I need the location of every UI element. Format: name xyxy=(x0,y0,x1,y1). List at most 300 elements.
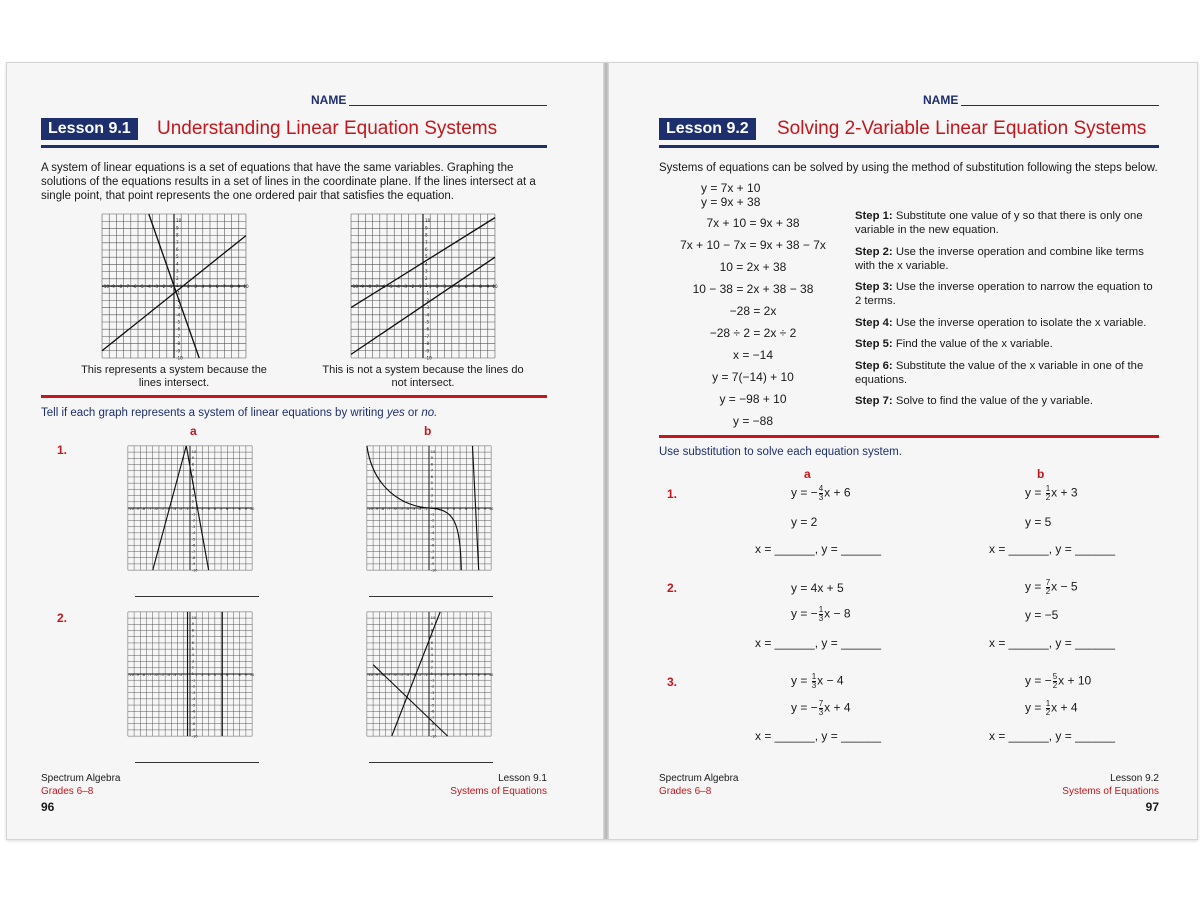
tick-label: 4 xyxy=(176,261,179,267)
tick-label: -2 xyxy=(191,518,196,523)
lesson-title: Solving 2-Variable Linear Equation Systems xyxy=(777,118,1147,139)
tick-label: 2 xyxy=(187,284,190,290)
tick-label: -10 xyxy=(367,506,373,511)
footer-lesson: Lesson 9.1 xyxy=(498,773,547,784)
tick-label: -5 xyxy=(425,319,430,325)
tick-label: 3 xyxy=(443,284,446,290)
problem-2a-graph xyxy=(127,611,253,737)
footer-grades: Grades 6–8 xyxy=(41,786,94,797)
column-b-label: b xyxy=(1037,467,1045,481)
tick-label: 9 xyxy=(425,225,428,231)
tick-label: -3 xyxy=(172,672,177,677)
tick-label: -3 xyxy=(172,506,177,511)
tick-label: -7 xyxy=(147,672,152,677)
title-rule xyxy=(659,145,1159,148)
answer-blank[interactable]: x = ______, y = ______ xyxy=(989,542,1116,556)
answer-blank[interactable]: x = ______, y = ______ xyxy=(755,542,882,556)
equation: y = $\frac{1}{2}$ x + 4 xyxy=(1025,699,1078,717)
tick-label: -4 xyxy=(191,697,196,702)
tick-label: -4 xyxy=(405,672,410,677)
tick-label: 4 xyxy=(430,487,434,492)
tick-label: -3 xyxy=(430,524,435,529)
equation: y = $\frac{1}{2}$ x + 3 xyxy=(1025,484,1078,502)
tick-label: 9 xyxy=(191,622,195,627)
page-number: 97 xyxy=(1145,800,1159,814)
name-field-line[interactable] xyxy=(961,93,1159,106)
tick-label: -9 xyxy=(430,728,435,733)
column-b-label: b xyxy=(424,424,432,438)
tick-label: -9 xyxy=(135,672,139,677)
tick-label: 6 xyxy=(215,284,219,290)
tick-label: 7 xyxy=(425,239,428,245)
column-a-label: a xyxy=(804,467,811,481)
tick-label: -10 xyxy=(191,568,198,573)
tick-label: 9 xyxy=(483,672,487,677)
tick-label: 8 xyxy=(230,284,233,290)
tick-label: 3 xyxy=(207,672,210,677)
name-label: NAME xyxy=(311,93,347,107)
tick-label: -9 xyxy=(359,284,364,290)
tick-label: 2 xyxy=(201,672,204,677)
work-line: y = −98 + 10 xyxy=(719,392,787,406)
tick-label: -6 xyxy=(191,709,196,714)
tick-label: 8 xyxy=(430,628,434,633)
tick-label: -2 xyxy=(176,297,181,303)
open-workbook xyxy=(6,62,1198,840)
tick-label: -10 xyxy=(128,506,134,511)
answer-blank[interactable]: x = ______, y = ______ xyxy=(755,636,882,650)
tick-label: 10 xyxy=(191,615,197,620)
page-97 xyxy=(657,63,1167,839)
lesson-title: Understanding Linear Equation Systems xyxy=(157,118,498,139)
tick-label: -1 xyxy=(168,284,173,290)
tick-label: -5 xyxy=(388,284,393,290)
tick-label: 9 xyxy=(176,225,179,231)
tick-label: -2 xyxy=(410,284,415,290)
tick-label: -1 xyxy=(430,512,435,517)
tick-label: -9 xyxy=(110,284,115,290)
footer-book-title: Spectrum Algebra xyxy=(41,773,121,784)
tick-label: -10 xyxy=(430,734,437,739)
tick-label: 1 xyxy=(176,283,179,289)
tick-label: -2 xyxy=(161,284,166,290)
tick-label: -8 xyxy=(425,341,430,347)
tick-label: -7 xyxy=(425,333,430,339)
tick-label: -9 xyxy=(191,728,196,733)
tick-label: -4 xyxy=(425,312,430,318)
tick-label: 3 xyxy=(446,506,449,511)
equation: y = 2 xyxy=(791,515,818,529)
tick-label: 2 xyxy=(201,506,204,511)
work-line: y = 7(−14) + 10 xyxy=(712,370,794,384)
tick-label: -7 xyxy=(191,715,196,720)
tick-label: 3 xyxy=(207,506,210,511)
tick-label: 1 xyxy=(434,672,437,677)
tick-label: 4 xyxy=(201,284,205,290)
tick-label: 10 xyxy=(430,615,436,620)
tick-label: -7 xyxy=(176,333,181,339)
equation: y = $\frac{1}{3}$ x − 4 xyxy=(791,672,844,690)
equation: y = − $\frac{5}{2}$ x + 10 xyxy=(1025,672,1092,690)
tick-label: -6 xyxy=(430,543,435,548)
tick-label: -4 xyxy=(146,284,151,290)
tick-label: 6 xyxy=(425,247,428,253)
tick-label: 5 xyxy=(430,647,434,652)
answer-line[interactable] xyxy=(369,761,493,763)
equation: y = − $\frac{4}{3}$ x + 6 xyxy=(791,484,851,502)
work-line: −28 = 2x xyxy=(729,304,777,318)
tick-label: 9 xyxy=(430,456,434,461)
tick-label: -1 xyxy=(424,506,428,511)
tick-label: -10 xyxy=(102,284,109,290)
tick-label: 6 xyxy=(191,474,195,479)
tick-label: 5 xyxy=(430,481,434,486)
tick-label: -3 xyxy=(411,506,416,511)
section-rule xyxy=(659,435,1159,438)
tick-label: 4 xyxy=(425,261,428,267)
step-item: Step 6: Substitute the value of the x variable in one of the equations. xyxy=(855,360,1144,386)
tick-label: -2 xyxy=(430,684,435,689)
tick-label: 10 xyxy=(488,506,494,511)
tick-label: 5 xyxy=(208,284,212,290)
tick-label: -4 xyxy=(405,506,410,511)
work-line: y = 7x + 10 xyxy=(701,181,761,195)
tick-label: -3 xyxy=(411,672,416,677)
example-graph-intersecting xyxy=(101,213,247,359)
tick-label: 4 xyxy=(213,672,216,677)
tick-label: 4 xyxy=(191,487,195,492)
tick-label: 7 xyxy=(176,239,179,245)
tick-label: -6 xyxy=(393,506,397,511)
step-item: Step 1: Substitute one value of y so that there is only one variable in the new equation. xyxy=(855,210,1143,236)
tick-label: -3 xyxy=(191,690,196,695)
tick-label: 9 xyxy=(483,506,487,511)
tick-label: -7 xyxy=(386,506,391,511)
tick-label: -7 xyxy=(430,549,435,554)
answer-line[interactable] xyxy=(369,595,493,597)
tick-label: -4 xyxy=(166,506,171,511)
intro-paragraph: Systems of equations can be solved by using the method of substitution following the steps below. xyxy=(659,162,1158,174)
tick-label: -9 xyxy=(374,672,378,677)
tick-label: 8 xyxy=(191,462,195,467)
tick-label: 8 xyxy=(479,284,482,290)
tick-label: -1 xyxy=(191,512,196,517)
work-line: y = 9x + 38 xyxy=(701,195,761,209)
tick-label: 3 xyxy=(191,493,195,498)
equation: y = 4x + 5 xyxy=(791,581,844,595)
tick-label: 2 xyxy=(440,672,443,677)
tick-label: 7 xyxy=(223,284,226,290)
tick-label: -5 xyxy=(430,703,435,708)
tick-label: 4 xyxy=(213,506,216,511)
tick-label: 10 xyxy=(249,672,255,677)
tick-label: -2 xyxy=(430,518,435,523)
tick-label: 1 xyxy=(179,284,183,290)
tick-label: 2 xyxy=(440,506,443,511)
tick-label: 4 xyxy=(191,653,195,658)
book-gutter xyxy=(603,63,609,839)
tick-label: -10 xyxy=(351,284,358,290)
tick-label: -6 xyxy=(425,326,430,332)
instruction-text: Tell if each graph represents a system of linear equations by writing yes or no. xyxy=(41,407,438,419)
tick-label: -5 xyxy=(160,672,164,677)
problem-number: 1. xyxy=(57,443,68,457)
footer-book-title: Spectrum Algebra xyxy=(659,773,739,784)
answer-blank[interactable]: x = ______, y = ______ xyxy=(755,729,882,743)
tick-label: -3 xyxy=(430,690,435,695)
tick-label: 2 xyxy=(430,665,434,670)
tick-label: 10 xyxy=(425,218,431,224)
tick-label: 8 xyxy=(477,672,480,677)
tick-label: -6 xyxy=(154,672,158,677)
tick-label: 3 xyxy=(191,659,195,664)
answer-blank[interactable]: x = ______, y = ______ xyxy=(989,729,1116,743)
tick-label: 1 xyxy=(430,671,434,676)
page-number: 96 xyxy=(41,800,55,814)
tick-label: 5 xyxy=(457,284,461,290)
tick-label: 5 xyxy=(176,254,179,260)
tick-label: 2 xyxy=(191,499,195,504)
tick-label: -7 xyxy=(191,549,196,554)
tick-label: -2 xyxy=(178,506,183,511)
tick-label: 4 xyxy=(452,672,455,677)
tick-label: 6 xyxy=(464,284,468,290)
tick-label: 4 xyxy=(452,506,455,511)
tick-label: 1 xyxy=(191,505,195,510)
tick-label: 1 xyxy=(430,505,434,510)
tick-label: -8 xyxy=(430,722,435,727)
tick-label: -2 xyxy=(191,684,196,689)
tick-label: 10 xyxy=(492,284,498,290)
example1-caption: This represents a system because the lines intersect. xyxy=(81,364,267,389)
tick-label: -4 xyxy=(176,312,181,318)
tick-label: -8 xyxy=(380,506,385,511)
tick-label: -9 xyxy=(430,562,435,567)
problem-number: 2. xyxy=(57,611,68,625)
tick-label: -8 xyxy=(191,556,196,561)
tick-label: 5 xyxy=(191,481,195,486)
tick-label: -9 xyxy=(135,506,139,511)
work-line: x = −14 xyxy=(732,348,774,362)
tick-label: 7 xyxy=(471,672,474,677)
tick-label: 6 xyxy=(465,506,468,511)
tick-label: 10 xyxy=(176,218,182,224)
tick-label: 10 xyxy=(488,672,494,677)
tick-label: 10 xyxy=(243,284,249,290)
tick-label: 8 xyxy=(238,672,241,677)
tick-label: 7 xyxy=(472,284,475,290)
tick-label: 3 xyxy=(176,268,179,274)
equation: y = − $\frac{1}{3}$ x − 8 xyxy=(791,605,851,623)
tick-label: -7 xyxy=(430,715,435,720)
tick-label: -1 xyxy=(185,506,189,511)
tick-label: -6 xyxy=(430,709,435,714)
tick-label: 9 xyxy=(244,506,248,511)
tick-label: 5 xyxy=(219,672,223,677)
page-96 xyxy=(39,63,599,839)
tick-label: -6 xyxy=(154,506,158,511)
lesson-badge: Lesson 9.2 xyxy=(659,118,756,140)
title-rule xyxy=(41,145,547,148)
tick-label: -1 xyxy=(417,284,422,290)
tick-label: -8 xyxy=(176,341,181,347)
name-label: NAME xyxy=(923,93,959,107)
tick-label: -8 xyxy=(191,722,196,727)
tick-label: -6 xyxy=(393,672,397,677)
tick-label: 6 xyxy=(430,640,434,645)
problem-1a-graph xyxy=(127,445,253,571)
footer-lesson: Lesson 9.2 xyxy=(1110,773,1159,784)
tick-label: 9 xyxy=(244,672,248,677)
answer-line[interactable] xyxy=(135,595,259,597)
tick-label: 2 xyxy=(425,275,428,281)
tick-label: -8 xyxy=(380,672,385,677)
tick-label: 10 xyxy=(430,449,436,454)
tick-label: -1 xyxy=(185,672,189,677)
tick-label: 8 xyxy=(430,462,434,467)
tick-label: 2 xyxy=(436,284,439,290)
tick-label: 7 xyxy=(232,672,235,677)
tick-label: -10 xyxy=(128,672,134,677)
tick-label: 10 xyxy=(249,506,255,511)
problem-number: 2. xyxy=(667,581,678,595)
tick-label: 3 xyxy=(425,268,428,274)
answer-blank[interactable]: x = ______, y = ______ xyxy=(989,636,1116,650)
tick-label: 5 xyxy=(425,254,428,260)
work-line: 10 = 2x + 38 xyxy=(719,260,787,274)
answer-line[interactable] xyxy=(135,761,259,763)
instruction-text: Use substitution to solve each equation system. xyxy=(659,446,902,458)
tick-label: 8 xyxy=(425,232,428,238)
problem-number: 3. xyxy=(667,675,678,689)
tick-label: 9 xyxy=(191,456,195,461)
tick-label: -2 xyxy=(417,672,422,677)
step-item: Step 5: Find the value of the x variable. xyxy=(855,338,1053,350)
footer-grades: Grades 6–8 xyxy=(659,786,712,797)
tick-label: 6 xyxy=(226,506,229,511)
tick-label: 5 xyxy=(458,672,462,677)
tick-label: -4 xyxy=(430,697,435,702)
tick-label: -9 xyxy=(191,562,196,567)
work-line: 10 − 38 = 2x + 38 − 38 xyxy=(692,282,814,296)
tick-label: -5 xyxy=(399,506,403,511)
tick-label: 7 xyxy=(232,506,235,511)
example2-caption: This is not a system because the lines do not intersect. xyxy=(322,364,524,389)
tick-label: -6 xyxy=(176,326,181,332)
tick-label: 8 xyxy=(191,628,195,633)
tick-label: -1 xyxy=(430,678,435,683)
work-line: −28 ÷ 2 = 2x ÷ 2 xyxy=(709,326,797,340)
tick-label: -3 xyxy=(191,524,196,529)
tick-label: 1 xyxy=(428,284,432,290)
tick-label: -5 xyxy=(139,284,144,290)
tick-label: -7 xyxy=(374,284,379,290)
tick-label: 1 xyxy=(195,672,198,677)
tick-label: 5 xyxy=(191,647,195,652)
equation: y = −5 xyxy=(1025,608,1059,622)
tick-label: 3 xyxy=(446,672,449,677)
tick-label: -5 xyxy=(160,506,164,511)
tick-label: -10 xyxy=(367,672,373,677)
tick-label: 2 xyxy=(430,499,434,504)
tick-label: 1 xyxy=(191,671,195,676)
tick-label: -3 xyxy=(153,284,159,290)
tick-label: 6 xyxy=(430,474,434,479)
tick-label: -10 xyxy=(425,355,432,361)
problem-number: 1. xyxy=(667,487,678,501)
footer-topic: Systems of Equations xyxy=(1062,786,1159,797)
tick-label: 1 xyxy=(425,283,428,289)
tick-label: 10 xyxy=(191,449,197,454)
tick-label: 8 xyxy=(176,232,179,238)
tick-label: 9 xyxy=(237,284,241,290)
intro-paragraph: A system of linear equations is a set of equations that have the same variables. Graphing the solutions of the equations results in a set of lines in the coordinate plane. If the lines intersect at a single point, that point represents the one ordered pair that satisfies the equation. xyxy=(41,162,536,202)
tick-label: -3 xyxy=(402,284,408,290)
tick-label: 2 xyxy=(191,665,195,670)
work-line: 7x + 10 − 7x = 9x + 38 − 7x xyxy=(680,238,826,252)
name-field-line[interactable] xyxy=(349,93,547,106)
tick-label: 7 xyxy=(191,468,195,473)
tick-label: -8 xyxy=(430,556,435,561)
step-item: Step 2: Use the inverse operation and combine like terms with the x variable. xyxy=(855,246,1144,272)
tick-label: -7 xyxy=(125,284,130,290)
tick-label: 7 xyxy=(430,634,434,639)
tick-label: 8 xyxy=(238,506,241,511)
tick-label: -9 xyxy=(374,506,378,511)
work-line: 7x + 10 = 9x + 38 xyxy=(706,216,800,230)
tick-label: -1 xyxy=(176,290,181,296)
tick-label: 3 xyxy=(430,493,434,498)
step-item: Step 7: Solve to find the value of the y variable. xyxy=(855,395,1094,407)
tick-label: -2 xyxy=(425,297,430,303)
step-item: Step 3: Use the inverse operation to narrow the equation to 2 terms. xyxy=(855,281,1153,307)
tick-label: -3 xyxy=(176,305,181,311)
example-graph-parallel xyxy=(350,213,496,359)
work-line: y = −88 xyxy=(732,414,774,428)
tick-label: -4 xyxy=(395,284,400,290)
tick-label: 3 xyxy=(430,659,434,664)
tick-label: -3 xyxy=(425,305,430,311)
tick-label: 1 xyxy=(195,506,198,511)
tick-label: -4 xyxy=(166,672,171,677)
tick-label: -9 xyxy=(176,348,181,354)
tick-label: 5 xyxy=(219,506,223,511)
tick-label: -7 xyxy=(386,672,391,677)
tick-label: -4 xyxy=(191,531,196,536)
tick-label: -5 xyxy=(176,319,181,325)
tick-label: -6 xyxy=(381,284,386,290)
tick-label: -5 xyxy=(430,537,435,542)
tick-label: -10 xyxy=(430,568,437,573)
tick-label: -1 xyxy=(424,672,428,677)
tick-label: -6 xyxy=(191,543,196,548)
tick-label: 6 xyxy=(191,640,195,645)
section-rule xyxy=(41,395,547,398)
tick-label: 8 xyxy=(477,506,480,511)
problem-2b-graph xyxy=(366,611,492,737)
tick-label: -8 xyxy=(117,284,123,290)
tick-label: -10 xyxy=(191,734,198,739)
tick-label: 4 xyxy=(450,284,454,290)
equation: y = 5 xyxy=(1025,515,1052,529)
tick-label: 7 xyxy=(430,468,434,473)
column-a-label: a xyxy=(190,424,197,438)
tick-label: -2 xyxy=(178,672,183,677)
tick-label: 6 xyxy=(176,247,179,253)
tick-label: -5 xyxy=(191,537,196,542)
tick-label: -10 xyxy=(176,355,183,361)
tick-label: -5 xyxy=(399,672,403,677)
